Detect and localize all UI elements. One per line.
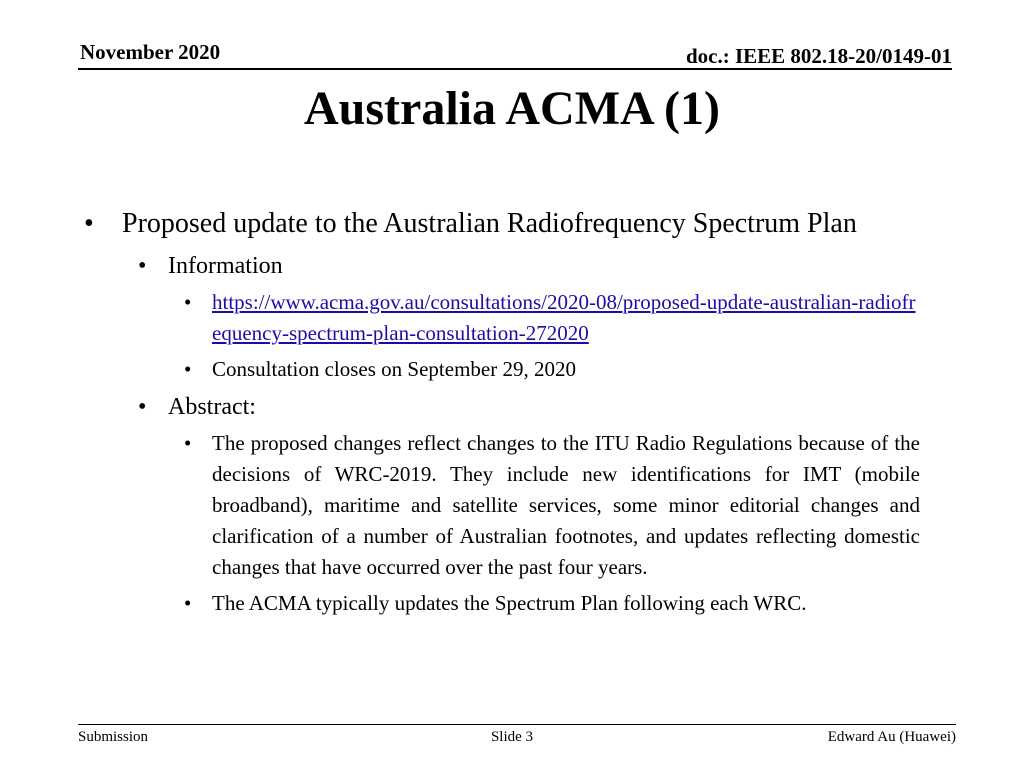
bullet-dot-icon: • [184, 290, 192, 314]
slide-title: Australia ACMA (1) [304, 82, 720, 135]
bullet-dot-icon: • [138, 394, 147, 420]
slide-body [84, 204, 920, 619]
footer-submission: Submission [78, 729, 149, 745]
bullet-dot-icon: • [184, 431, 192, 455]
footer-divider [78, 724, 956, 725]
bullet-dot-icon: • [84, 208, 94, 239]
acma-update-text: The ACMA typically updates the Spectrum Plan following each WRC. [212, 591, 807, 615]
bullet-info-link [84, 287, 920, 349]
bullet-consultation-close [84, 354, 920, 385]
header-date: November 2020 [80, 40, 221, 64]
acma-consultation-link[interactable]: https://www.acma.gov.au/consultations/2020-08/proposed-update-australian-radiofrequency-spectrum-plan-consultation-272020 [212, 290, 916, 345]
footer-slide-number: Slide 3 [490, 729, 534, 745]
bullet-dot-icon: • [184, 357, 192, 381]
bullet-information-text: Information [168, 253, 283, 279]
abstract-body-text: The proposed changes reflect changes to the ITU Radio Regulations because of the decisions of WRC-2019. They include new identifications for IMT (mobile broadband), maritime and satellite services, some minor editorial changes and clarification of a number of Australian footnotes, and updates reflecting domestic changes that have occurred over the past four years. [212, 431, 920, 579]
header-doc-id: doc.: IEEE 802.18-20/0149-01 [685, 44, 952, 68]
bullet-dot-icon: • [184, 591, 192, 615]
bullet-information [84, 250, 920, 282]
bullet-abstract-body [84, 428, 920, 583]
consultation-close-text: Consultation closes on September 29, 2020 [212, 357, 576, 381]
bullet-acma-update [84, 588, 920, 619]
footer-author: Edward Au (Huawei) [827, 729, 956, 745]
bullet-abstract [84, 391, 920, 423]
bullet-abstract-text: Abstract: [168, 394, 256, 420]
bullet-main-text: Proposed update to the Australian Radiofrequency Spectrum Plan [122, 208, 857, 239]
bullet-main [84, 204, 920, 244]
header-divider [78, 68, 952, 70]
bullet-dot-icon: • [138, 253, 147, 279]
